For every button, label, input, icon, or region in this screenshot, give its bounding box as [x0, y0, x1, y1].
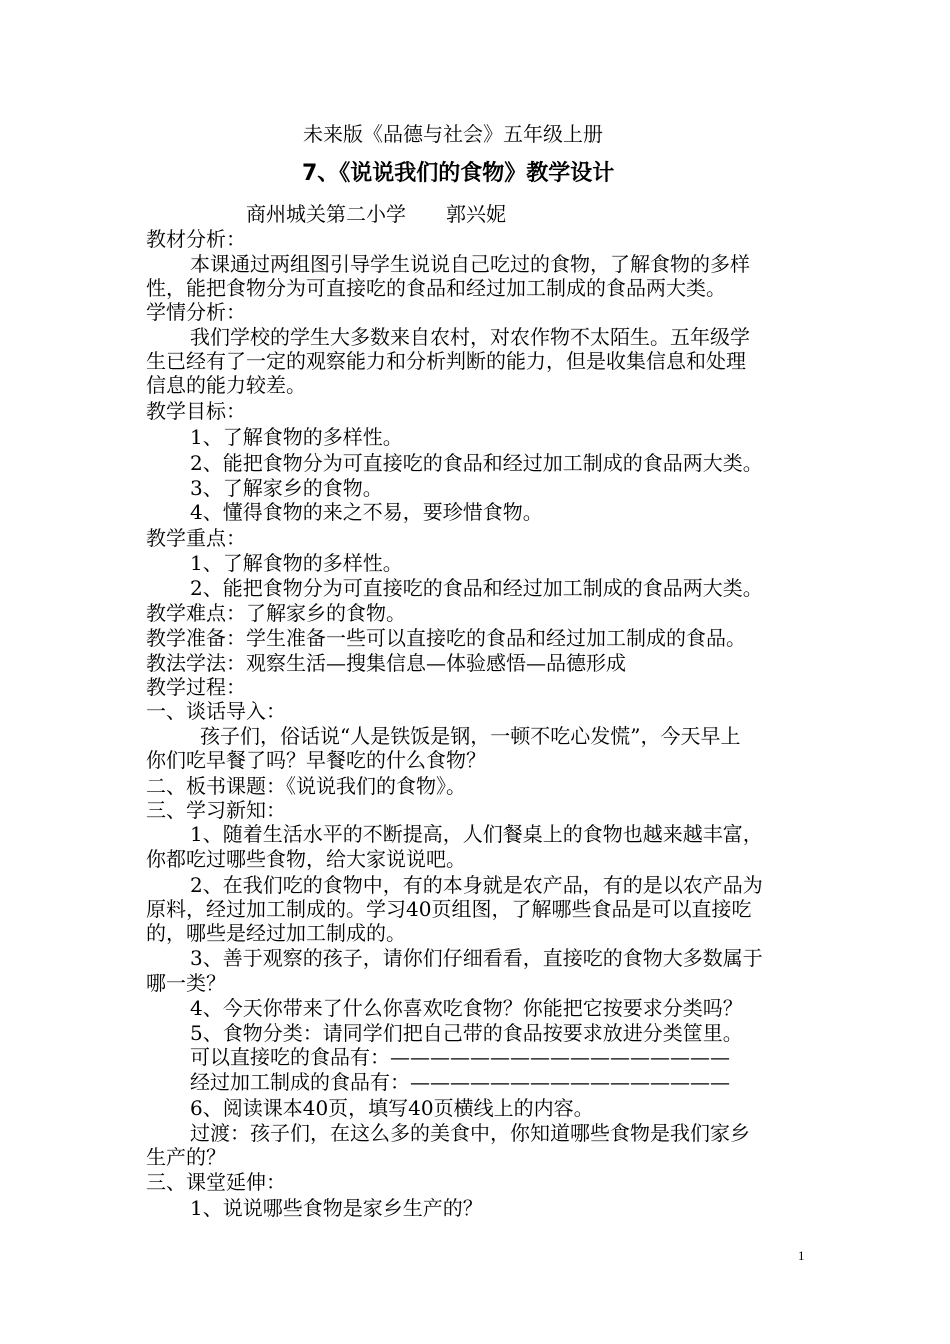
body-line: 教材分析：	[146, 227, 246, 251]
body-line: 本课通过两组图引导学生说说自己吃过的食物，了解食物的多样	[190, 252, 750, 276]
body-line: 生已经有了一定的观察能力和分析判断的能力，但是收集信息和处理	[146, 349, 746, 373]
body-line: 孩子们，俗话说“人是铁饭是钢，一顿不吃心发慌”，今天早上	[200, 724, 741, 748]
body-line: 性，能把食物分为可直接吃的食品和经过加工制成的食品两大类。	[146, 276, 726, 300]
body-line: 教学难点：了解家乡的食物。	[146, 601, 406, 625]
body-line: 原料，经过加工制成的。学习40页组图，了解哪些食品是可以直接吃	[146, 897, 752, 921]
document-title: 7、《说说我们的食物》教学设计	[302, 161, 615, 186]
body-line: 一、谈话导入：	[146, 699, 286, 723]
body-line: 二、板书课题：《说说我们的食物》。	[146, 774, 466, 798]
body-line: 3、善于观察的孩子，请你们仔细看看，直接吃的食物大多数属于	[190, 946, 763, 970]
body-line: 我们学校的学生大多数来自农村，对农作物不太陌生。五年级学	[190, 325, 750, 349]
body-line: 信息的能力较差。	[146, 373, 306, 397]
body-line: 可以直接吃的食品有：—————————————————	[190, 1045, 730, 1069]
body-line: 生产的？	[146, 1145, 226, 1169]
body-line: 教学目标：	[146, 399, 246, 423]
body-line: 3、了解家乡的食物。	[190, 476, 383, 500]
body-line: 哪一类？	[146, 971, 226, 995]
document-subtitle: 未来版《品德与社会》五年级上册	[303, 122, 603, 146]
body-line: 6、阅读课本40页，填写40页横线上的内容。	[190, 1096, 594, 1120]
body-line: 1、说说哪些食物是家乡生产的？	[190, 1196, 483, 1220]
body-line: 教学重点：	[146, 526, 246, 550]
body-line: 1、了解食物的多样性。	[190, 551, 403, 575]
body-line: 2、能把食物分为可直接吃的食品和经过加工制成的食品两大类。	[190, 576, 763, 600]
body-line: 教学过程：	[146, 675, 246, 699]
body-line: 4、懂得食物的来之不易，要珍惜食物。	[190, 500, 543, 524]
body-line: 三、学习新知：	[146, 798, 286, 822]
body-line: 4、今天你带来了什么你喜欢吃食物？你能把它按要求分类吗？	[190, 996, 743, 1020]
body-line: 1、了解食物的多样性。	[190, 425, 403, 449]
body-line: 教法学法：观察生活—搜集信息—体验感悟—品德形成	[146, 651, 626, 675]
body-line: 1、随着生活水平的不断提高，人们餐桌上的食物也越来越丰富，	[190, 822, 763, 846]
author-line: 商州城关第二小学 郭兴妮	[246, 202, 506, 226]
body-line: 2、在我们吃的食物中，有的本身就是农产品，有的是以农产品为	[190, 873, 763, 897]
body-line: 你都吃过哪些食物，给大家说说吧。	[146, 847, 466, 871]
body-line: 2、能把食物分为可直接吃的食品和经过加工制成的食品两大类。	[190, 451, 763, 475]
body-line: 你们吃早餐了吗？早餐吃的什么食物？	[146, 748, 486, 772]
body-line: 的，哪些是经过加工制成的。	[146, 921, 406, 945]
body-line: 经过加工制成的食品有：————————————————	[190, 1070, 730, 1094]
page-number: 1	[798, 1248, 805, 1263]
body-line: 5、食物分类：请同学们把自己带的食品按要求放进分类筐里。	[190, 1021, 743, 1045]
body-line: 教学准备：学生准备一些可以直接吃的食品和经过加工制成的食品。	[146, 626, 746, 650]
body-line: 学情分析：	[146, 300, 246, 324]
body-line: 三、课堂延伸：	[146, 1170, 286, 1194]
body-line: 过渡：孩子们，在这么多的美食中，你知道哪些食物是我们家乡	[190, 1121, 750, 1145]
